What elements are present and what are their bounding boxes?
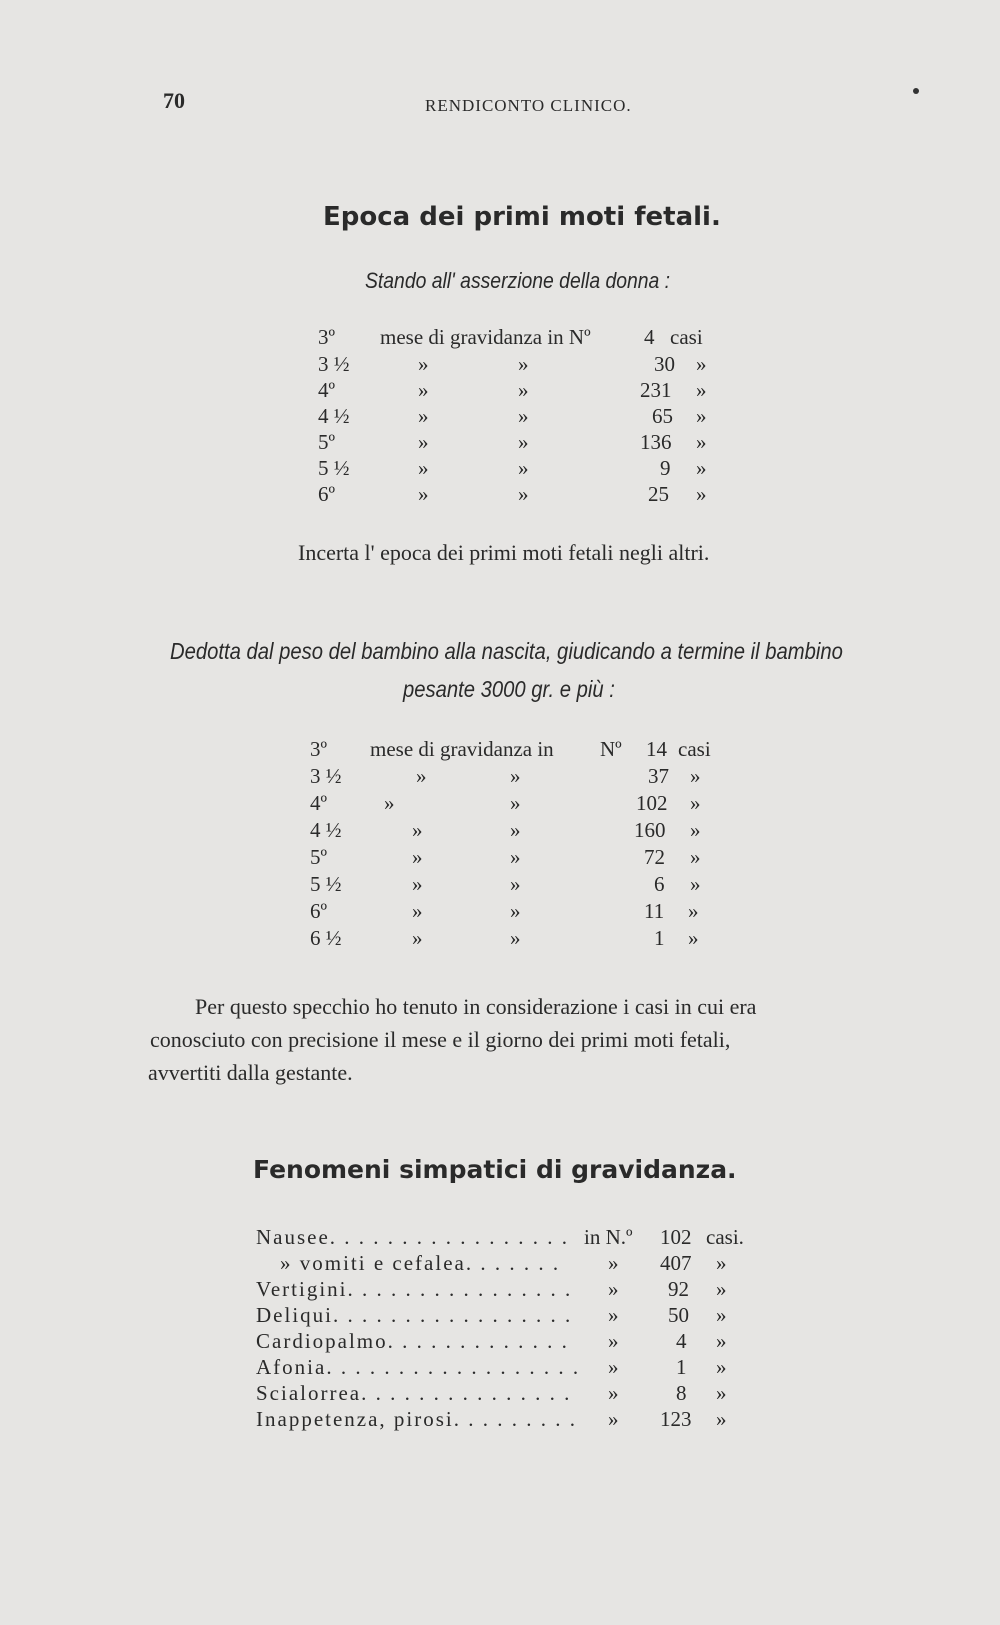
table-row (256, 1329, 776, 1355)
subtitle-woman-assertion: Stando all' asserzione della donna : (365, 268, 671, 293)
unit-cell: » (716, 1329, 727, 1353)
month-cell: 5 ½ (318, 456, 350, 480)
unit-cell: » (690, 818, 701, 842)
ditto-cell: Nº (600, 737, 622, 761)
unit-cell: » (696, 456, 707, 480)
value-cell: 102 (660, 1225, 692, 1249)
ditto-cell: » (518, 378, 529, 402)
label-cell: Scialorrea. . . . . . . . . . . . . . . (256, 1381, 572, 1405)
value-cell: 9 (660, 456, 671, 480)
value-cell: 37 (648, 764, 669, 788)
ditto-cell: » (510, 926, 521, 950)
unit-cell: » (716, 1381, 727, 1405)
label-cell: mese di gravidanza in Nº (380, 325, 591, 349)
value-cell: 65 (652, 404, 673, 428)
table-row (310, 791, 730, 817)
label-cell: » (416, 764, 427, 788)
ditto-cell: » (518, 430, 529, 454)
unit-cell: » (688, 926, 699, 950)
table-row (256, 1225, 776, 1251)
ditto-cell: » (518, 456, 529, 480)
label-cell: Afonia. . . . . . . . . . . . . . . . . . (256, 1355, 581, 1379)
unit-cell: » (696, 352, 707, 376)
value-cell: 407 (660, 1251, 692, 1275)
label-cell: Nausee. . . . . . . . . . . . . . . . . (256, 1225, 570, 1249)
ditto-cell: » (510, 818, 521, 842)
unit-cell: » (696, 482, 707, 506)
table-row (318, 456, 738, 482)
subtitle-weight-line2: pesante 3000 gr. e più : (403, 676, 615, 702)
table-row (256, 1407, 776, 1433)
table-row (310, 818, 730, 844)
label-cell: » (412, 845, 423, 869)
value-cell: 6 (654, 872, 665, 896)
unit-cell: » (690, 764, 701, 788)
table-row (318, 378, 738, 404)
note-uncertain-epoch: Incerta l' epoca dei primi moti fetali negli altri. (298, 540, 710, 565)
unit-cell: » (716, 1355, 727, 1379)
count-prefix-cell: in N.º (584, 1225, 633, 1249)
value-cell: 50 (668, 1303, 689, 1327)
month-cell: 4º (318, 378, 336, 402)
label-cell: mese di gravidanza in (370, 737, 554, 761)
value-cell: 72 (644, 845, 665, 869)
unit-cell: » (688, 899, 699, 923)
ditto-cell: » (608, 1277, 619, 1301)
unit-cell: » (716, 1251, 727, 1275)
table-row (310, 737, 730, 763)
month-cell: 5º (318, 430, 336, 454)
value-cell: 102 (636, 791, 668, 815)
value-cell: 4 (644, 325, 655, 349)
label-cell: » (412, 818, 423, 842)
label-cell: » (418, 352, 429, 376)
label-cell: Cardiopalmo. . . . . . . . . . . . . (256, 1329, 569, 1353)
unit-cell: » (696, 404, 707, 428)
unit-cell: casi (678, 737, 711, 761)
ditto-cell: » (608, 1381, 619, 1405)
unit-cell: » (696, 378, 707, 402)
ditto-cell: » (518, 404, 529, 428)
paragraph-line-3: avvertiti dalla gestante. (148, 1060, 353, 1085)
unit-cell: » (696, 430, 707, 454)
value-cell: 8 (676, 1381, 687, 1405)
value-cell: 123 (660, 1407, 692, 1431)
month-cell: 4º (310, 791, 328, 815)
ditto-cell: » (518, 482, 529, 506)
ditto-cell: » (510, 899, 521, 923)
ditto-cell: » (608, 1303, 619, 1327)
running-head: RENDICONTO CLINICO. (425, 96, 632, 115)
table-row (310, 764, 730, 790)
table-row (256, 1251, 776, 1277)
table-row (318, 404, 738, 430)
ink-spot (913, 88, 919, 94)
month-cell: 5º (310, 845, 328, 869)
table-row (318, 325, 738, 351)
value-cell: 160 (634, 818, 666, 842)
unit-cell: » (716, 1407, 727, 1431)
label-cell: » (412, 872, 423, 896)
value-cell: 14 (646, 737, 667, 761)
ditto-cell: » (518, 352, 529, 376)
month-cell: 3º (318, 325, 336, 349)
table-row (318, 482, 738, 508)
value-cell: 1 (676, 1355, 687, 1379)
month-cell: 5 ½ (310, 872, 342, 896)
ditto-cell: » (608, 1251, 619, 1275)
unit-cell: casi. (706, 1225, 744, 1249)
month-cell: 4 ½ (318, 404, 350, 428)
label-cell: » (412, 899, 423, 923)
ditto-cell: » (510, 845, 521, 869)
label-cell: » vomiti e cefalea. . . . . . . (280, 1251, 561, 1275)
month-cell: 3 ½ (310, 764, 342, 788)
section-title-sympathetic-phenomena: Fenomeni simpatici di gravidanza. (253, 1155, 737, 1184)
ditto-cell: » (608, 1329, 619, 1353)
label-cell: Deliqui. . . . . . . . . . . . . . . . . (256, 1303, 573, 1327)
unit-cell: » (690, 872, 701, 896)
table-row (318, 430, 738, 456)
month-cell: 3º (310, 737, 328, 761)
unit-cell: » (690, 845, 701, 869)
month-cell: 6º (310, 899, 328, 923)
label-cell: » (418, 430, 429, 454)
value-cell: 4 (676, 1329, 687, 1353)
label-cell: » (384, 791, 395, 815)
month-cell: 6º (318, 482, 336, 506)
month-cell: 6 ½ (310, 926, 342, 950)
label-cell: » (418, 456, 429, 480)
value-cell: 136 (640, 430, 672, 454)
table-row (310, 926, 730, 952)
unit-cell: » (716, 1303, 727, 1327)
paragraph-line-2: conosciuto con precisione il mese e il giorno dei primi moti fetali, (150, 1027, 731, 1052)
page-number: 70 (163, 88, 185, 113)
ditto-cell: » (608, 1407, 619, 1431)
ditto-cell: » (608, 1355, 619, 1379)
unit-cell: » (690, 791, 701, 815)
month-cell: 3 ½ (318, 352, 350, 376)
table-row (256, 1303, 776, 1329)
label-cell: » (412, 926, 423, 950)
month-cell: 4 ½ (310, 818, 342, 842)
ditto-cell: » (510, 764, 521, 788)
paragraph-line-1: Per questo specchio ho tenuto in considerazione i casi in cui era (195, 994, 757, 1019)
table-row (256, 1381, 776, 1407)
ditto-cell: » (510, 791, 521, 815)
label-cell: Vertigini. . . . . . . . . . . . . . . . (256, 1277, 573, 1301)
value-cell: 11 (644, 899, 665, 923)
label-cell: Inappetenza, pirosi. . . . . . . . . (256, 1407, 578, 1431)
table-row (310, 899, 730, 925)
table-row (310, 872, 730, 898)
unit-cell: » (716, 1277, 727, 1301)
label-cell: » (418, 482, 429, 506)
value-cell: 25 (648, 482, 669, 506)
label-cell: » (418, 378, 429, 402)
label-cell: » (418, 404, 429, 428)
subtitle-weight-line1: Dedotta dal peso del bambino alla nascita, giudicando a termine il bambino (170, 638, 843, 664)
table-row (256, 1277, 776, 1303)
unit-cell: casi (670, 325, 703, 349)
value-cell: 30 (654, 352, 675, 376)
table-row (318, 352, 738, 378)
value-cell: 231 (640, 378, 672, 402)
value-cell: 92 (668, 1277, 689, 1301)
table-row (256, 1355, 776, 1381)
table-row (310, 845, 730, 871)
ditto-cell: » (510, 872, 521, 896)
value-cell: 1 (654, 926, 665, 950)
section-title-fetal-movements: Epoca dei primi moti fetali. (323, 202, 721, 232)
